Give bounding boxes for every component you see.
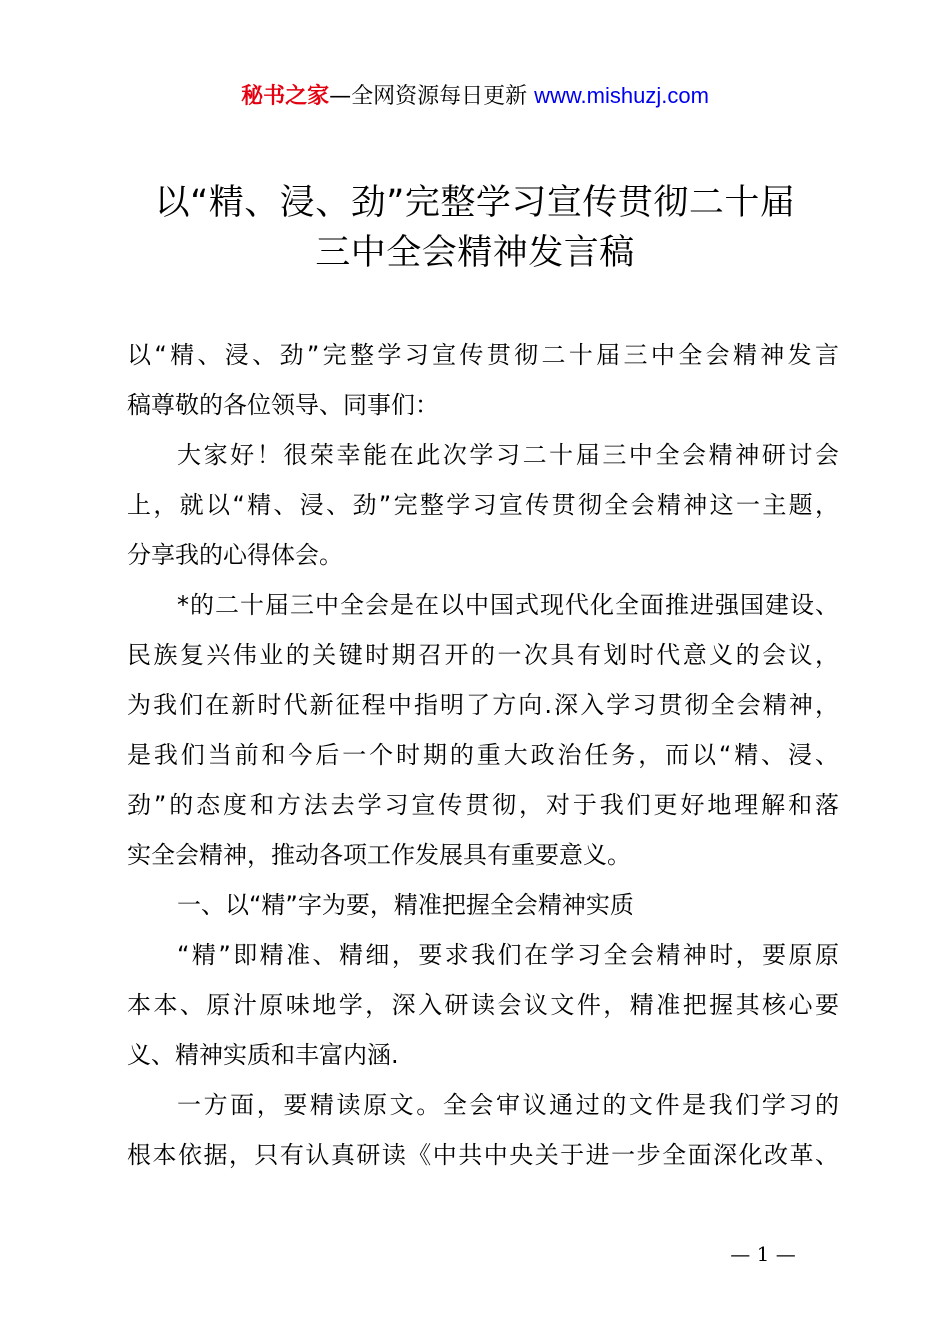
body-line: 上，就以“精、浸、劲”完整学习宣传贯彻全会精神这一主题， [127,491,839,519]
document-body [127,330,839,1180]
body-line: *的二十届三中全会是在以中国式现代化全面推进强国建设、 [177,591,839,619]
header-slogan: —全网资源每日更新 [329,84,535,109]
body-line: “精”即精准、精细，要求我们在学习全会精神时，要原原 [177,941,839,969]
body-line: 稿尊敬的各位领导、同事们： [127,391,439,419]
section-heading: 一、以“精”字为要，精准把握全会精神实质 [177,891,634,919]
header-url-link[interactable]: www.mishuzj.com [534,83,709,108]
title-line-1: 以“精、浸、劲”完整学习宣传贯彻二十届 [154,183,796,223]
body-line: 一方面，要精读原文。全会审议通过的文件是我们学习的 [177,1091,839,1119]
body-line: 大家好！很荣幸能在此次学习二十届三中全会精神研讨会 [177,441,839,469]
body-line: 劲”的态度和方法去学习宣传贯彻，对于我们更好地理解和落 [127,791,839,819]
site-header [0,80,950,113]
header-brand: 秘书之家 [241,84,330,109]
body-line: 为我们在新时代新征程中指明了方向.深入学习贯彻全会精神， [127,691,839,719]
body-line: 分享我的心得体会。 [127,541,343,569]
title-line-2: 三中全会精神发言稿 [315,233,635,273]
body-line: 本本、原汁原味地学，深入研读会议文件，精准把握其核心要 [127,991,839,1019]
body-line: 民族复兴伟业的关键时期召开的一次具有划时代意义的会议， [127,641,839,669]
body-line: 实全会精神，推动各项工作发展具有重要意义。 [127,841,631,869]
body-line: 义、精神实质和丰富内涵. [127,1041,399,1069]
body-line: 是我们当前和今后一个时期的重大政治任务，而以“精、浸、 [127,741,839,769]
document-title [0,178,950,278]
body-line: 根本依据，只有认真研读《中共中央关于进一步全面深化改革、 [127,1141,839,1169]
body-line: 以“精、浸、劲”完整学习宣传贯彻二十届三中全会精神发言 [127,341,839,369]
page-number: — 1 — [730,1242,796,1266]
